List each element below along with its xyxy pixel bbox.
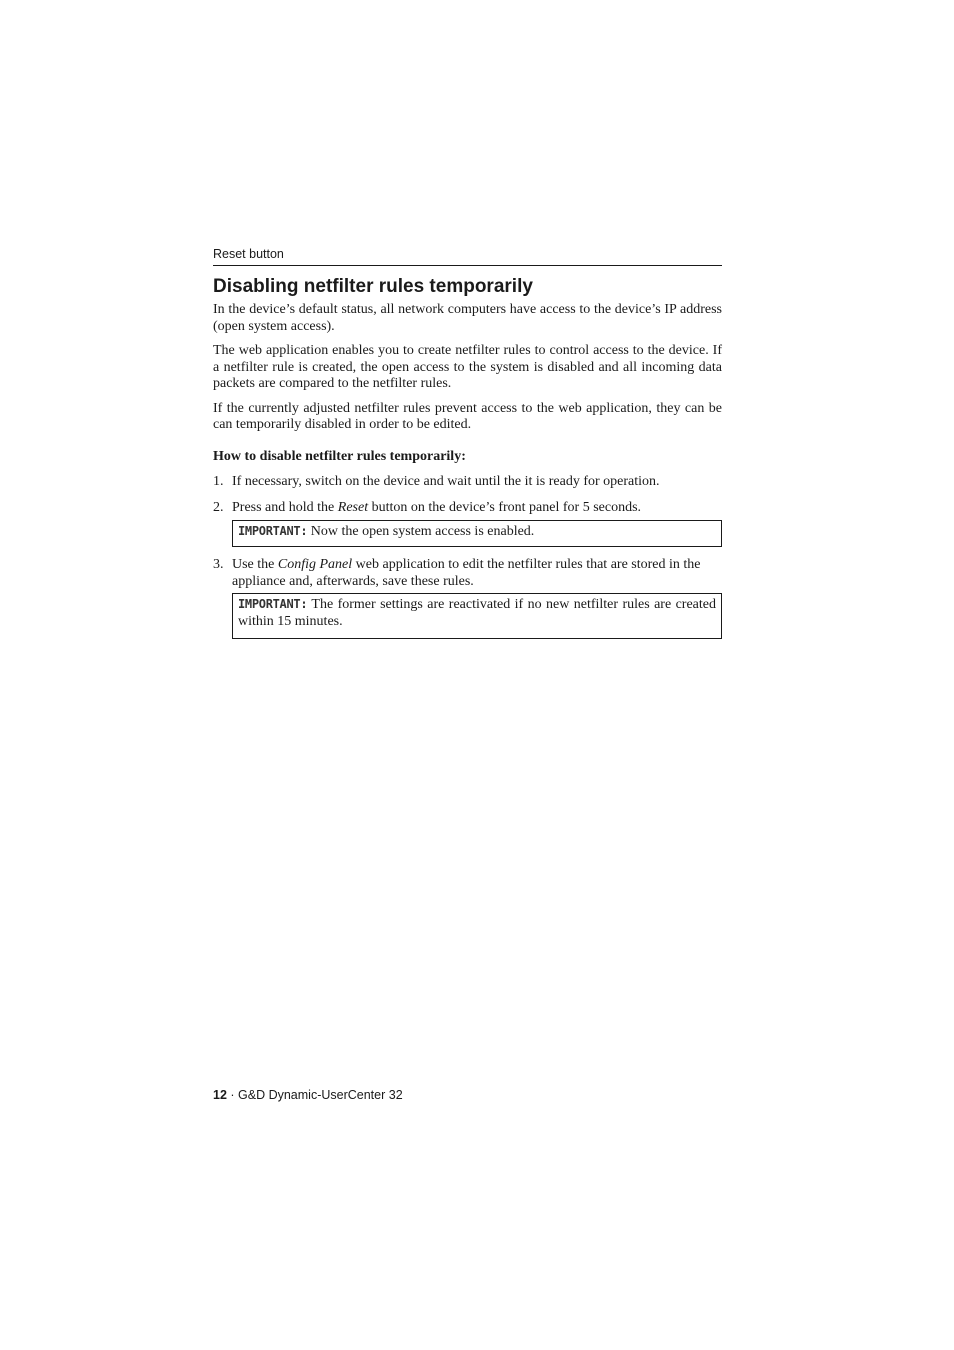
page-content <box>213 246 722 639</box>
paragraph-temporary-disable: If the currently adjusted netfilter rules prevent access to the web application, they can be can temporarily disabled in order to be edited. <box>213 400 722 432</box>
footer-separator: · <box>226 1088 239 1102</box>
footer-product: G&D Dynamic-UserCenter 32 <box>238 1088 403 1102</box>
step-text-before: Use the <box>232 557 278 572</box>
step-emphasis-config-panel: Config Panel <box>277 557 353 572</box>
section-title: Disabling netfilter rules temporarily <box>213 276 533 297</box>
step-number: 3. <box>213 557 224 572</box>
important-label: IMPORTANT: <box>238 523 308 538</box>
step-text: If necessary, switch on the device and wait until the it is ready for operation. <box>232 473 660 489</box>
procedure-heading: How to disable netfilter rules temporarily: <box>213 448 466 464</box>
step-item <box>213 473 722 490</box>
step-emphasis-reset: Reset <box>337 499 369 515</box>
step-item <box>213 556 722 590</box>
step-text-after: web application to edit the netfilter rules that are stored in the appliance and, afterwards, save these rules. <box>232 557 701 589</box>
procedure-steps-continued <box>213 556 722 590</box>
running-footer <box>213 1087 403 1104</box>
step-text-before: Press and hold the <box>232 499 338 515</box>
page-number: 12 <box>213 1088 227 1102</box>
important-note <box>232 520 722 548</box>
step-text-after: button on the device’s front panel for 5 seconds. <box>368 499 642 515</box>
paragraph-netfilter-rules: The web application enables you to create netfilter rules to control access to the device. If a netfilter rule is created, the open access to the system is disabled and all incoming data packets are compared to the netfilter rules. <box>213 343 722 391</box>
important-label: IMPORTANT: <box>238 597 308 611</box>
important-text: The former settings are reactivated if no new netfilter rules are created within 15 minutes. <box>238 597 716 629</box>
running-header-title: Reset button <box>213 247 284 261</box>
step-number: 2. <box>213 499 224 515</box>
important-text: Now the open system access is enabled. <box>307 523 535 539</box>
paragraph-default-status: In the device’s default status, all network computers have access to the device’s IP address (open system access). <box>213 302 722 334</box>
step-text <box>232 557 701 589</box>
step-text <box>232 500 641 515</box>
step-item <box>213 499 722 516</box>
step-number: 1. <box>213 473 224 489</box>
important-note <box>232 593 722 639</box>
running-header <box>213 246 722 266</box>
procedure-steps <box>213 473 722 516</box>
